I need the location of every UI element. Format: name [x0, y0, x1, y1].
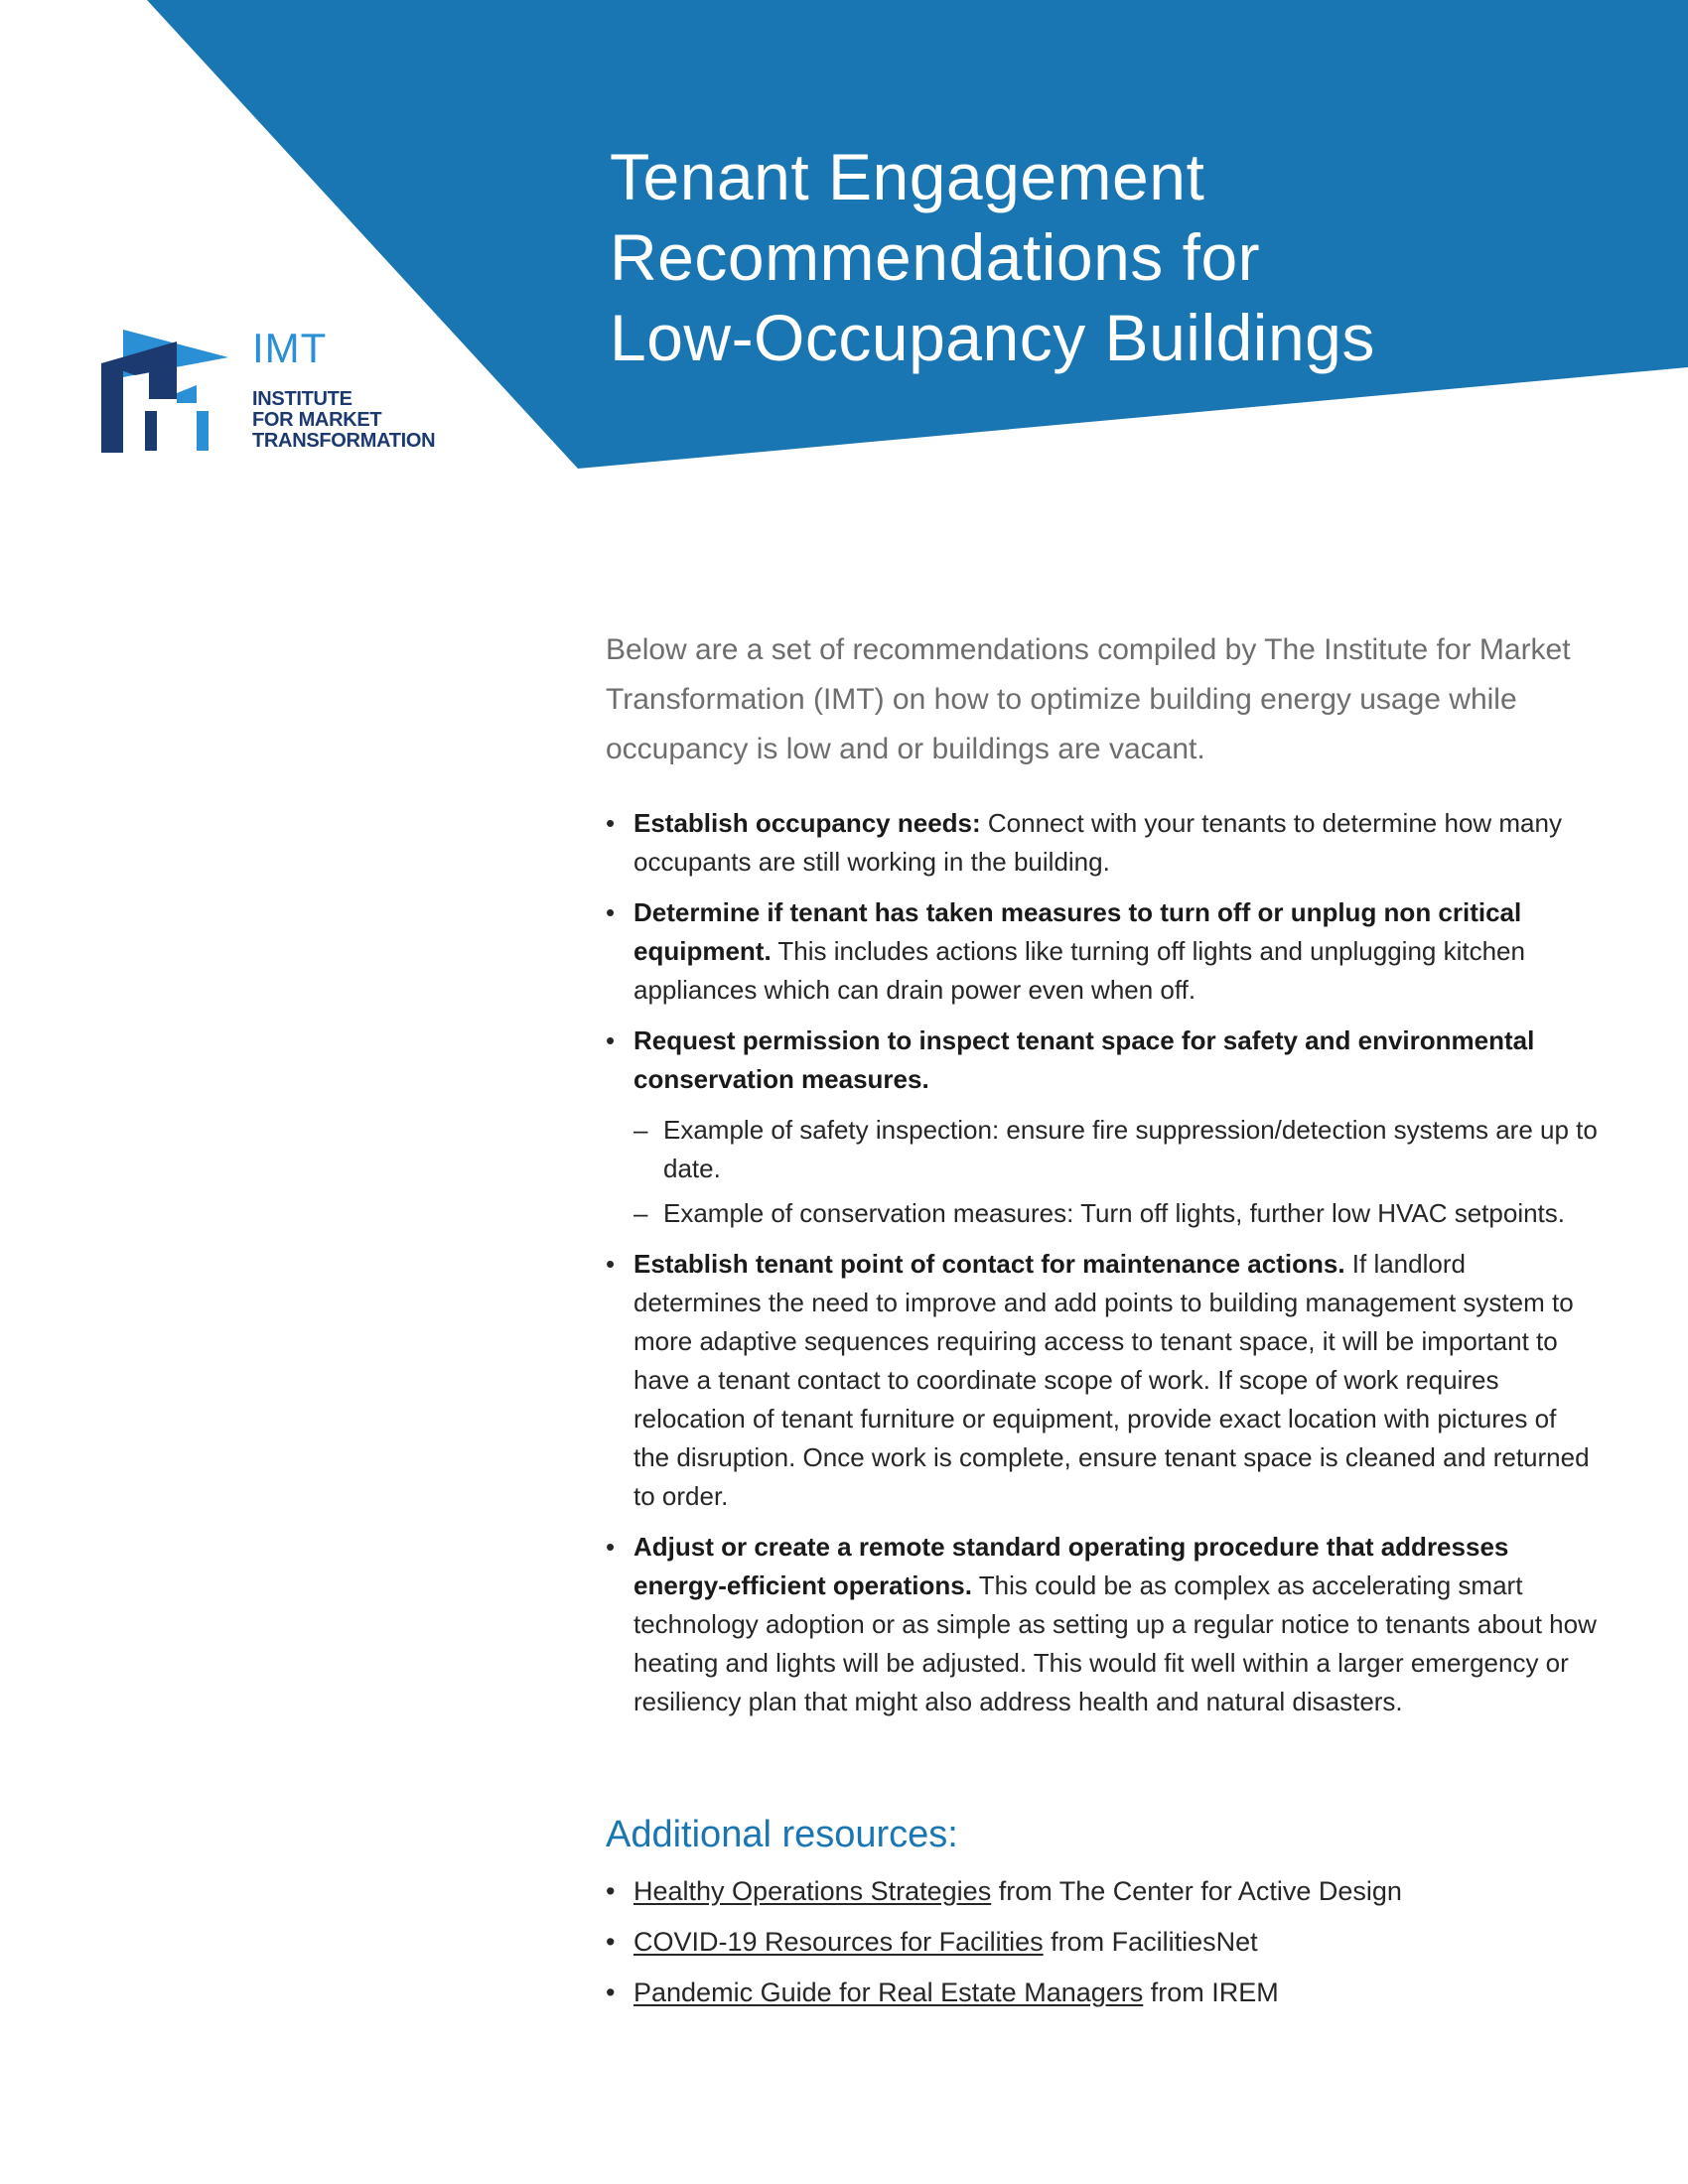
recommendations-list	[606, 804, 1599, 1733]
logo-abbrev: IMT	[252, 325, 328, 371]
imt-logo	[99, 325, 467, 457]
recommendation-text: This could be as complex as accelerating smart technology adoption or as simple as setting up a regular notice to tenants about how heating and lights will be adjusted. This would fit well within a larger emergency or resiliency plan that might also address health and natural disasters.	[633, 1570, 1597, 1716]
page-title-line-1: Tenant Engagement	[610, 140, 1205, 213]
resource-item	[606, 1922, 1599, 1962]
recommendation-item	[606, 804, 1599, 882]
recommendation-text: Connect with your tenants to determine how many occupants are still working in the building.	[633, 808, 1562, 877]
page-title-line-2: Recommendations for	[610, 220, 1261, 294]
resource-item	[606, 1871, 1599, 1911]
recommendation-sub-list	[633, 1111, 1599, 1233]
recommendation-lead: Determine if tenant has taken measures to turn off or unplug non critical equipment.	[633, 897, 1522, 966]
recommendation-lead: Request permission to inspect tenant space for safety and environmental conservation measures.	[633, 1025, 1535, 1094]
resource-source: from FacilitiesNet	[1043, 1927, 1258, 1957]
page-title	[610, 137, 1622, 378]
logo-line-3: TRANSFORMATION	[252, 430, 436, 452]
recommendation-lead: Establish occupancy needs:	[633, 808, 981, 838]
logo-line-2: FOR MARKET	[252, 409, 382, 431]
recommendation-lead: Adjust or create a remote standard operating procedure that addresses energy-efficient operations.	[633, 1532, 1509, 1600]
intro-paragraph: Below are a set of recommendations compiled by The Institute for Market Transformation (IMT) on how to optimize building energy usage while occupancy is low and or buildings are vacant.	[606, 633, 1571, 765]
recommendation-item	[606, 1245, 1599, 1516]
resource-link-healthy-operations[interactable]: Healthy Operations Strategies	[633, 1876, 992, 1906]
resource-link-pandemic-guide[interactable]: Pandemic Guide for Real Estate Managers	[633, 1978, 1144, 2007]
resources-list	[606, 1871, 1599, 2023]
resource-item	[606, 1973, 1599, 2012]
recommendation-sub-item: – Example of conservation measures: Turn off lights, further low HVAC setpoints.	[633, 1194, 1599, 1233]
recommendation-lead: Establish tenant point of contact for maintenance actions.	[633, 1249, 1345, 1279]
resources-heading: Additional resources:	[606, 1814, 958, 1855]
resource-source: from The Center for Active Design	[991, 1876, 1402, 1906]
page-title-line-3: Low-Occupancy Buildings	[610, 301, 1375, 374]
recommendation-sub-item: – Example of safety inspection: ensure fire suppression/detection systems are up to date.	[633, 1111, 1599, 1188]
recommendation-item	[606, 893, 1599, 1010]
recommendation-item	[606, 1528, 1599, 1721]
resource-source: from IREM	[1143, 1978, 1279, 2007]
imt-logo-mark-icon	[99, 328, 238, 457]
resource-link-covid-resources[interactable]: COVID-19 Resources for Facilities	[633, 1927, 1044, 1957]
recommendation-text: If landlord determines the need to improve and add points to building management system to more adaptive sequences requiring access to tenant space, it will be important to have a tenant contact to coordinate scope of work. If scope of work requires relocation of tenant furniture or equipment, provide exact location with pictures of the disruption. Once work is complete, ensure tenant space is cleaned and returned to order.	[633, 1249, 1590, 1511]
recommendation-text: This includes actions like turning off lights and unplugging kitchen appliances which can drain power even when off.	[633, 936, 1525, 1005]
logo-line-1: INSTITUTE	[252, 388, 352, 410]
recommendation-item	[606, 1022, 1599, 1233]
